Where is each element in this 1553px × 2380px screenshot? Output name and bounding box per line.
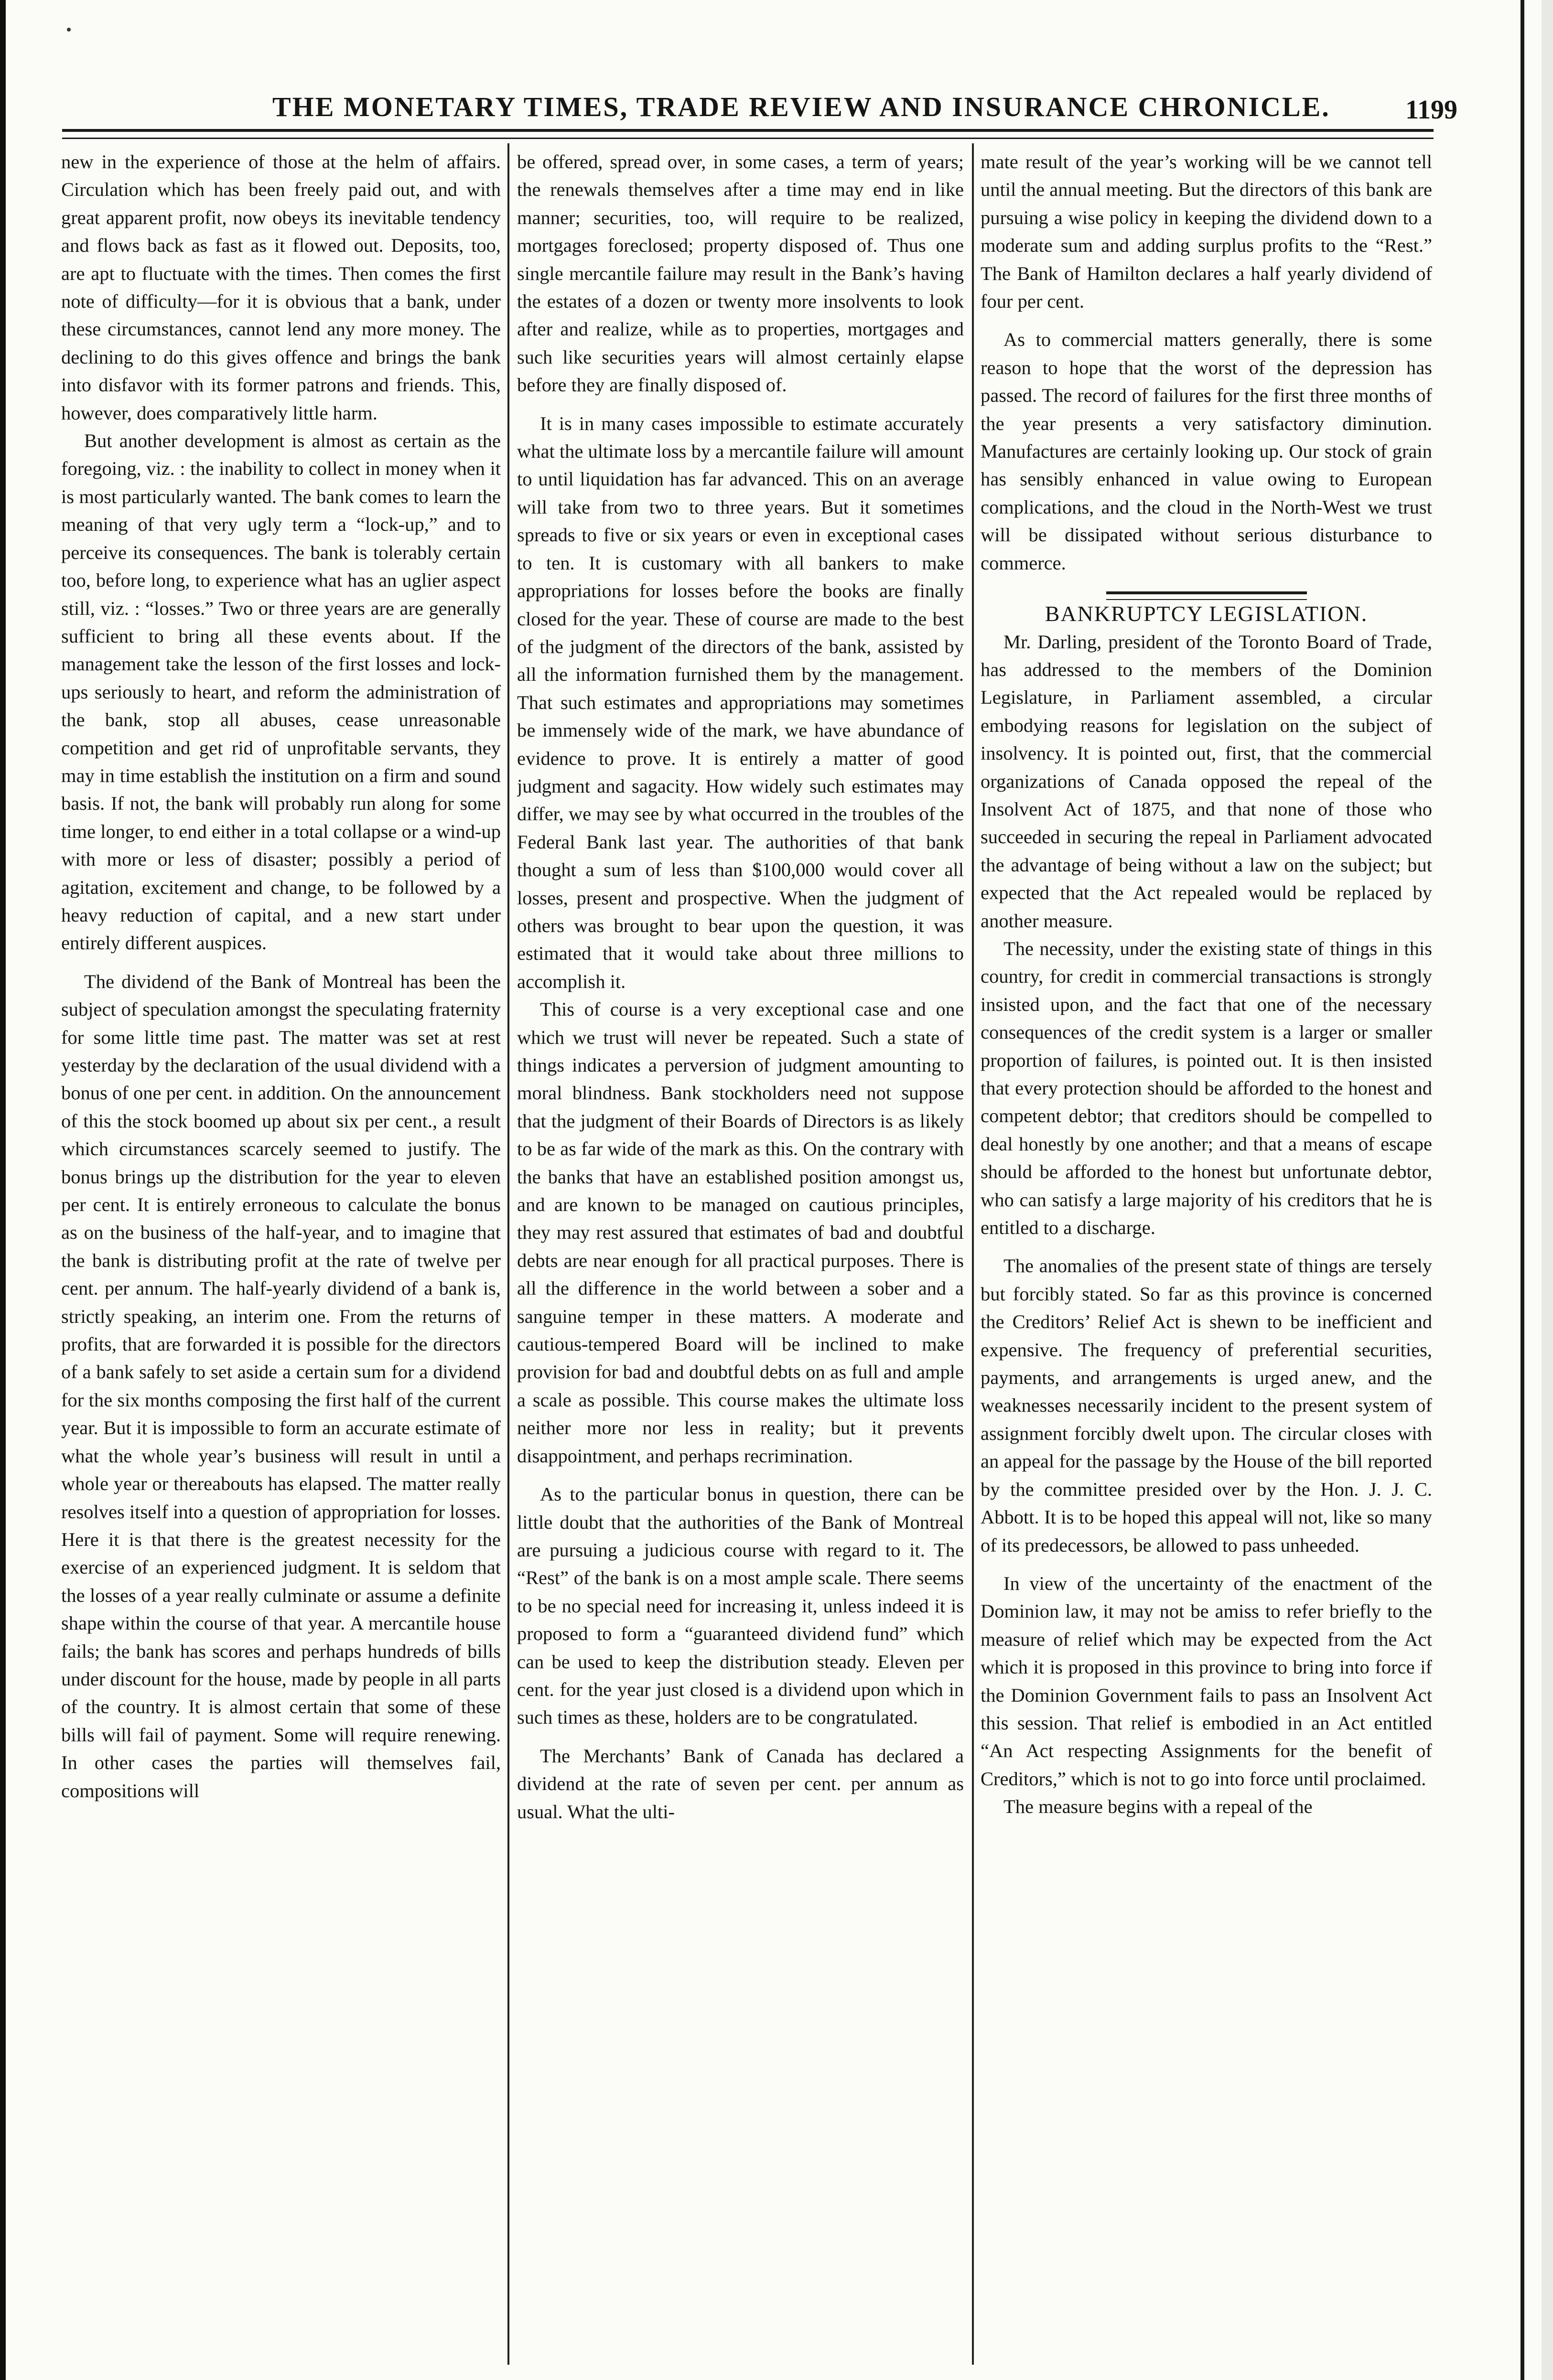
paragraph: The necessity, under the existing state of things in this country, for credit in commercial transactions is strongly insisted upon, and the fact that one of the necessary consequences of the credit system is a larger or smaller proportion of failures, is pointed out. It is then insisted that every protection should be afforded to the honest and competent debtor; that creditors should be compelled to deal honestly by one another; and that a means of escape should be afforded to the honest but unfortunate debtor, who can satisfy a large majority of his creditors that he is entitled to a discharge. (981, 937, 1432, 1239)
ink-dot (67, 28, 71, 32)
page-number: 1199 (1405, 95, 1457, 125)
paragraph: In view of the uncertainty of the enactment of the Dominion law, it may not be amiss to refer briefly to the measure of relief which may be expected from the Act which it is proposed in this province to bring into force if the Dominion Government fails to pass an Insolvent Act this session. That relief is embodied in an Act entitled “An Act respecting Assignments for the benefit of Creditors,” which is not to go into force until proclaimed. (981, 1572, 1432, 1790)
paragraph: Mr. Darling, president of the Toronto Board of Trade, has addressed to the members of the Dominion Legislature, in Parliament assembled, a circular embodying reasons for legislation on the subject of insolvency. It is pointed out, first, that the commercial organizations of Canada opposed the repeal of the Insolvent Act of 1875, and that none of those who succeeded in securing the repeal in Parliament advocated the advantage of being without a law on the subject; but expected that the Act repealed would be replaced by another measure. (981, 631, 1432, 932)
column-divider (507, 143, 509, 2365)
page-right-edge (1542, 0, 1553, 2380)
paragraph: The dividend of the Bank of Montreal has been the subject of speculation amongst the speculating fraternity for some little time past. The matter was set at rest yesterday by the declaration of the usual dividend with a bonus of one per cent. in addition. On the announcement of this the stock boomed up about six per cent., a result which circumstances scarcely seemed to justify. The bonus brings up the distribution for the year to eleven per cent. It is entirely erroneous to calculate the bonus as on the business of the half-year, and to imagine that the bank is distributing profit at the rate of twelve per cent. per annum. The half-yearly dividend of a bank is, strictly speaking, an interim one. From the returns of profits, that are forwarded it is possible for the directors of a bank safely to set aside a certain sum for a dividend for the six months composing the first half of the current year. But it is impossible to form an accurate estimate of what the whole year’s business will result in until a whole year or thereabouts has elapsed. The matter really resolves itself into a question of appropriation for losses. Here it is that there is the greatest necessity for the exercise of an experienced judgment. It is seldom that the losses of a year really culminate or assume a definite shape within the course of that year. A mercantile house fails; the bank has scores and perhaps hundreds of bills under discount for the house, made by people in all parts of the country. It is almost certain that some of these bills will fail of payment. Some will require renewing. In other cases the parties will themselves fail, compositions will (61, 970, 501, 1801)
paragraph: be offered, spread over, in some cases, a term of years; the renewals themselves after a time may end in like manner; securities, too, will require to be realized, mortgages foreclosed; property disposed of. Thus one single mercantile failure may result in the Bank’s having the estates of a dozen or twenty more insolvents to look after and realize, while as to properties, mortgages and such like securities years will almost certainly elapse before they are finally disposed of. (517, 151, 964, 396)
paragraph: mate result of the year’s working will be we cannot tell until the annual meeting. But the directors of this bank are pursuing a wise policy in keeping the dividend down to a moderate sum and adding surplus profits to the “Rest.” The Bank of Hamilton declares a half yearly dividend of four per cent. (981, 151, 1432, 312)
header-rule (62, 129, 1434, 132)
paragraph: As to commercial matters generally, there is some reason to hope that the worst of the depression has passed. The record of failures for the first three months of the year presents a very satisfactory diminution. Manufactures are certainly looking up. Our stock of grain has sensibly enhanced in value owing to European complications, and the cloud in the North-West we trust will be dissipated without serious disturbance to commerce. (981, 329, 1432, 574)
page-header (62, 86, 1457, 129)
article-column-2 (517, 148, 964, 2365)
paragraph: The Merchants’ Bank of Canada has declared a dividend at the rate of seven per cent. per annum as usual. What the ulti- (517, 1745, 964, 1823)
paragraph: It is in many cases impossible to estimate accurately what the ultimate loss by a mercantile failure will amount to until liquidation has far advanced. This on an average will take from two to three years. But it sometimes spreads to five or six years or even in exceptional cases to ten. It is customary with all bankers to make appropriations for losses before the books are finally closed for the year. These of course are made to the best of the judgment of the directors of the bank, assisted by all the information furnished them by the management. That such estimates and appropriations may sometimes be immensely wide of the mark, we have abundance of evidence to prove. It is entirely a matter of good judgment and sagacity. How widely such estimates may differ, we may see by what occurred in the troubles of the Federal Bank last year. The authorities of that bank thought a sum of less than $100,000 would cover all losses, present and prospective. When the judgment of others was brought to bear upon the question, it was estimated that it would take about three millions to accomplish it. (517, 412, 964, 992)
page-right-rule (1521, 0, 1524, 2380)
section-divider (1106, 591, 1307, 600)
header-rule-thin (62, 138, 1434, 139)
paragraph: This of course is a very exceptional case and one which we trust will never be repeated. Such a state of things indicates a perversion of judgment amounting to moral blindness. Bank stockholders need not suppose that the judgment of their Boards of Directors is as likely to be as far wide of the mark as this. On the contrary with the banks that have an established position amongst us, and are known to be managed on cautious principles, they may rest assured that estimates of bad and doubtful debts are near enough for all practical purposes. There is all the difference in the world between a sober and a sanguine temper in these matters. A moderate and cautious-tempered Board will be inclined to make provision for bad and doubtful debts on as full and ample a scale as possible. This course makes the ultimate loss neither more nor less in reality; but it prevents disappointment, and perhaps recrimination. (517, 998, 964, 1467)
paragraph: new in the experience of those at the helm of affairs. Circulation which has been freely paid out, and with great apparent profit, now obeys its inevitable tendency and flows back as fast as it flowed out. Deposits, too, are apt to fluctuate with the times. Then comes the first note of difficulty—for it is obvious that a bank, under these circumstances, cannot lend any more money. The declining to do this gives offence and brings the bank into disfavor with its former patrons and friends. This, however, does comparatively little harm. (61, 151, 501, 424)
article-column-1 (61, 148, 501, 2365)
article-column-3 (981, 148, 1432, 2365)
paragraph: As to the particular bonus in question, there can be little doubt that the authorities of the Bank of Montreal are pursuing a judicious course with regard to it. The “Rest” of the bank is on a most ample scale. There seems to be no special need for increasing it, unless indeed it is proposed to form a “guaranteed dividend fund” which can be used to keep the distribution steady. Eleven per cent. for the year just closed is a dividend upon which in such times as these, holders are to be congratulated. (517, 1483, 964, 1728)
paragraph: But another development is almost as certain as the foregoing, viz. : the inability to collect in money when it is most particularly wanted. The bank comes to learn the meaning of that very ugly term a “lock-up,” and to perceive its consequences. The bank is tolerably certain too, before long, to experience what has an uglier aspect still, viz. : “losses.” Two or three years are are generally sufficient to bring all these events about. If the management take the lesson of the first losses and lock-ups seriously to heart, and reform the administration of the bank, stop all abuses, cease unreasonable competition and get rid of unprofitable servants, they may in time establish the institution on a firm and sound basis. If not, the bank will probably run along for some time longer, to end either in a total collapse or a wind-up with more or less of disaster; possibly a period of agitation, excitement and change, to be followed by a heavy reduction of capital, and a new start under entirely different auspices. (61, 430, 501, 954)
publication-title: THE MONETARY TIMES, TRADE REVIEW AND INSURANCE CHRONICLE. (272, 91, 1330, 122)
paragraph: The measure begins with a repeal of the (1003, 1796, 1313, 1818)
paragraph: The anomalies of the present state of things are tersely but forcibly stated. So far as this province is concerned the Creditors’ Relief Act is shewn to be inefficient and expensive. The frequency of preferential securities, payments, and arrangements is urged anew, and the weaknesses necessarily incident to the present system of assignment forcibly dwelt upon. The circular closes with an appeal for the passage by the House of the bill reported by the committee presided over by the Hon. J. J. C. Abbott. It is to be hoped this appeal will not, like so many of its predecessors, be allowed to pass unheeded. (981, 1255, 1432, 1556)
column-divider (972, 143, 974, 2365)
section-heading: BANKRUPTCY LEGISLATION. (1045, 601, 1368, 626)
page-left-edge (0, 0, 6, 2380)
